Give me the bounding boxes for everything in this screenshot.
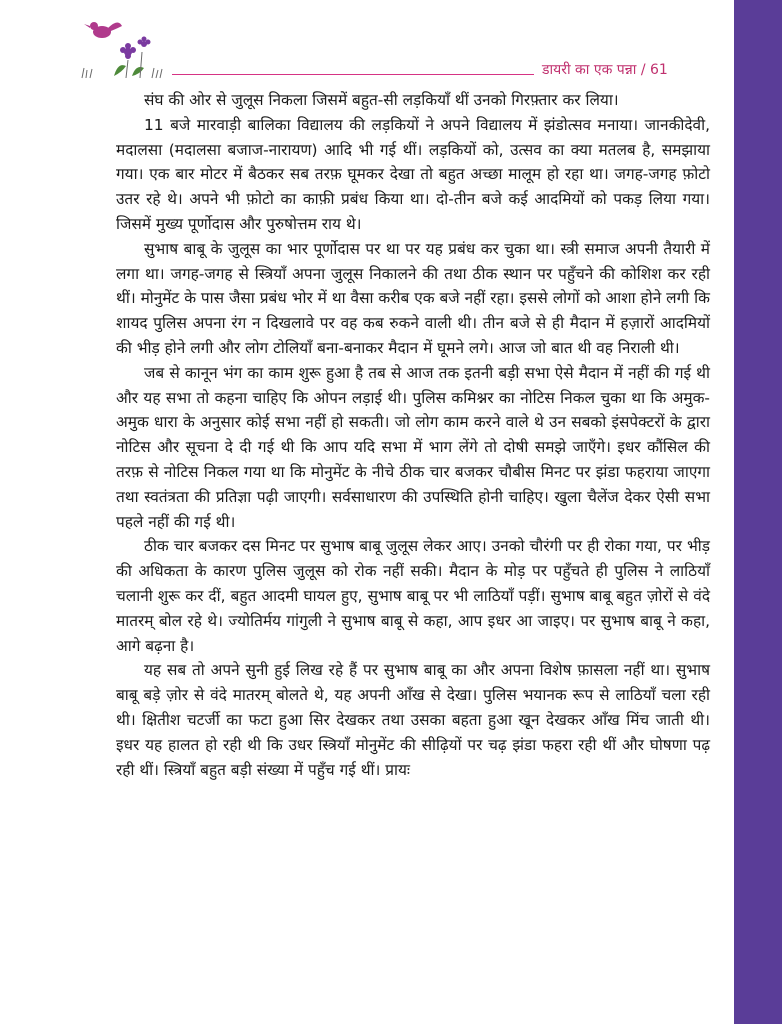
paragraph: 11 बजे मारवाड़ी बालिका विद्यालय की लड़कियों ने अपने विद्यालय में झंडोत्सव मनाया। जानकीदेवी, मदालसा (मदालसा बजाज-नारायण) आदि भी गई थीं। लड़कियों को, उत्सव का क्या मतलब है, समझाया गया। एक बार मोटर में बैठकर सब तरफ़ घूमकर देखा तो बहुत अच्छा मालूम हो रहा था। जगह-जगह फ़ोटो उतर रहे थे। अपने भी फ़ोटो का काफ़ी प्रबंध किया था। दो-तीन बजे कई आदमियों को पकड़ लिया गया। जिसमें मुख्य पूर्णोदास और पुरुषोत्तम राय थे। bbox=[116, 115, 710, 233]
body-text bbox=[116, 88, 710, 782]
running-header bbox=[542, 60, 668, 79]
side-color-bar bbox=[734, 0, 782, 1024]
paragraph: यह सब तो अपने सुनी हुई लिख रहे हैं पर सुभाष बाबू का और अपना विशेष फ़ासला नहीं था। सुभाष बाबू बड़े ज़ोर से वंदे मातरम् बोलते थे, यह अपनी आँख से देखा। पुलिस भयानक रूप से लाठियाँ चला रही थी। क्षितीश चटर्जी का फटा हुआ सिर देखकर तथा उसका बहता हुआ खून देखकर आँख मिंच जाती थी। इधर यह हालत हो रही थी कि उधर स्त्रियाँ मोनुमेंट की सीढ़ियों पर चढ़ झंडा फहरा रही थीं और घोषणा पढ़ रही थीं। स्त्रियाँ बहुत बड़ी संख्या में पहुँच गई थीं। प्रायः bbox=[116, 661, 710, 779]
paragraph: ठीक चार बजकर दस मिनट पर सुभाष बाबू जुलूस लेकर आए। उनको चौरंगी पर ही रोका गया, पर भीड़ की अधिकता के कारण पुलिस जुलूस को रोक नहीं सकी। मैदान के मोड़ पर पहुँचते ही पुलिस ने लाठियाँ चलानी शुरू कर दीं, बहुत आदमी घायल हुए, सुभाष बाबू पर भी लाठियाँ पड़ीं। सुभाष बाबू बहुत ज़ोरों से वंदे मातरम् बोल रहे थे। ज्योतिर्मय गांगुली ने सुभाष बाबू से कहा, आप इधर आ जाइए। पर सुभाष बाबू ने कहा, आगे बढ़ना है। bbox=[116, 537, 710, 655]
header-separator: / bbox=[636, 62, 650, 78]
bird-and-flowers-icon bbox=[74, 14, 174, 84]
header-rule bbox=[172, 74, 534, 75]
paragraph: सुभाष बाबू के जुलूस का भार पूर्णोदास पर था पर यह प्रबंध कर चुका था। स्त्री समाज अपनी तैयारी में लगा था। जगह-जगह से स्त्रियाँ अपना जुलूस निकालने की तथा ठीक स्थान पर पहुँचने की कोशिश कर रही थीं। मोनुमेंट के पास जैसा प्रबंध भोर में था वैसा करीब एक बजे नहीं रहा। इससे लोगों को आशा होने लगी कि शायद पुलिस अपना रंग न दिखलावे पर वह कब रुकने वाली थी। तीन बजे से ही मैदान में हज़ारों आदमियों की भीड़ होने लगी और लोग टोलियाँ बना-बनाकर मैदान में घूमने लगे। आज जो बात थी वह निराली थी। bbox=[116, 239, 710, 357]
chapter-title: डायरी का एक पन्ना bbox=[542, 62, 637, 78]
paragraph: जब से कानून भंग का काम शुरू हुआ है तब से आज तक इतनी बड़ी सभा ऐसे मैदान में नहीं की गई थी और यह सभा तो कहना चाहिए कि ओपन लड़ाई थी। पुलिस कमिश्नर का नोटिस निकल चुका था कि अमुक-अमुक धारा के अनुसार कोई सभा नहीं हो सकती। जो लोग काम करने वाले थे उन सबको इंसपेक्टरों के द्वारा नोटिस और सूचना दे दी गई थी कि आप यदि सभा में भाग लेंगे तो दोषी समझे जाएँगे। इधर कौंसिल की तरफ़ से नोटिस निकल गया था कि मोनुमेंट के नीचे ठीक चार बजकर चौबीस मिनट पर झंडा फहराया जाएगा तथा स्वतंत्रता की प्रतिज्ञा पढ़ी जाएगी। सर्वसाधारण की उपस्थिति होनी चाहिए। खुला चैलेंज देकर ऐसी सभा पहले नहीं की गई थी। bbox=[116, 363, 710, 531]
page-number: 61 bbox=[650, 62, 668, 78]
paragraph: संघ की ओर से जुलूस निकला जिसमें बहुत-सी लड़कियाँ थीं उनको गिरफ़्तार कर लिया। bbox=[144, 91, 619, 109]
